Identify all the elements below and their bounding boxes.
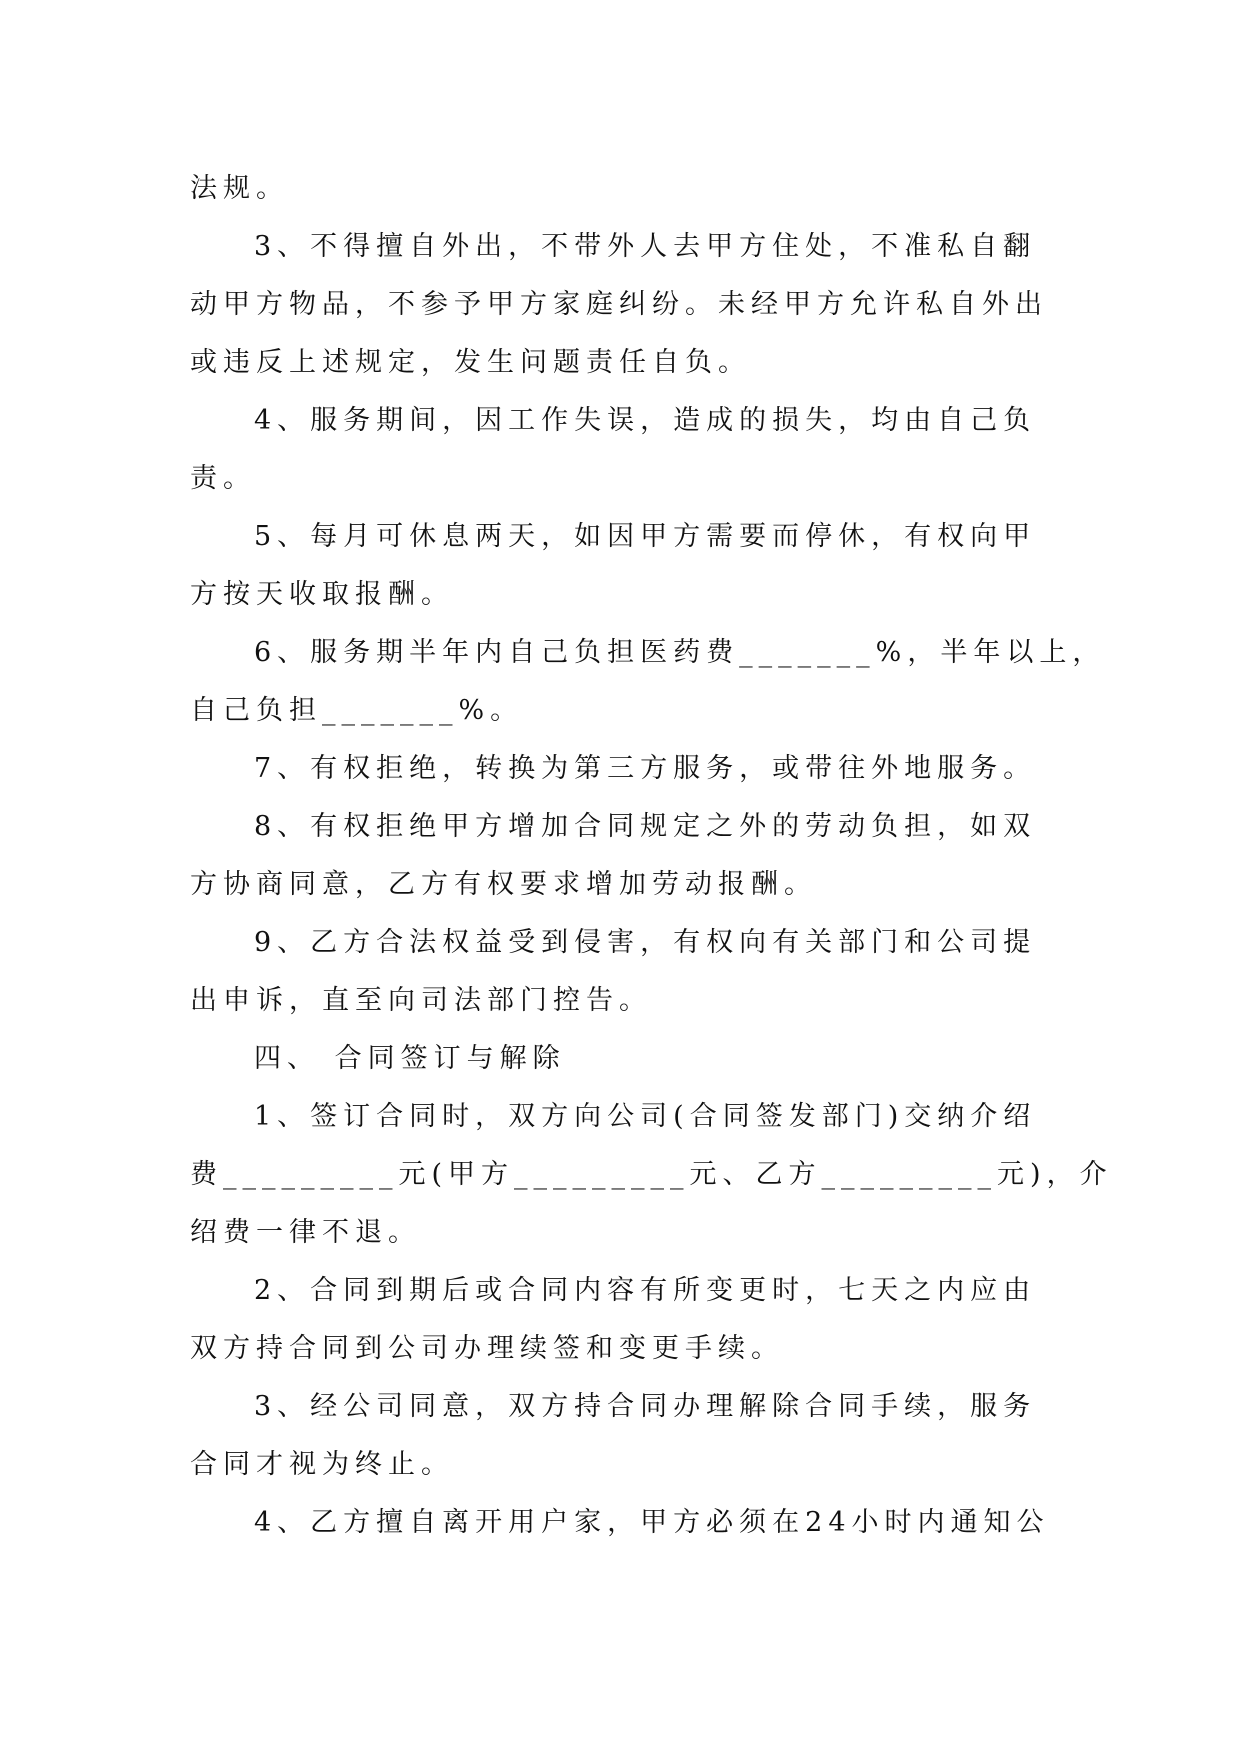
text-line: 动甲方物品，不参予甲方家庭纠纷。未经甲方允许私自外出 <box>190 289 1048 320</box>
text-line: 4、乙方擅自离开用户家，甲方必须在24小时内通知公 <box>254 1507 1050 1538</box>
text-line: 方按天收取报酬。 <box>190 579 454 610</box>
text-line: 3、经公司同意，双方持合同办理解除合同手续，服务 <box>254 1391 1037 1422</box>
text-line: 8、有权拒绝甲方增加合同规定之外的劳动负担，如双 <box>254 811 1037 842</box>
text-line: 绍费一律不退。 <box>190 1217 421 1248</box>
text-line: 4、服务期间，因工作失误，造成的损失，均由自己负 <box>254 405 1037 436</box>
text-line: 四、 合同签订与解除 <box>254 1043 566 1074</box>
text-line: 2、合同到期后或合同内容有所变更时，七天之内应由 <box>254 1275 1037 1306</box>
text-line: 双方持合同到公司办理续签和变更手续。 <box>190 1333 784 1364</box>
text-line: 出申诉，直至向司法部门控告。 <box>190 985 652 1016</box>
text-line: 6、服务期半年内自己负担医药费_______%，半年以上， <box>254 637 1106 668</box>
text-line: 或违反上述规定，发生问题责任自负。 <box>190 347 751 378</box>
text-line: 法规。 <box>190 173 289 204</box>
document-body <box>190 160 1113 1552</box>
text-line: 7、有权拒绝，转换为第三方服务，或带往外地服务。 <box>254 753 1037 784</box>
text-line: 合同才视为终止。 <box>190 1449 454 1480</box>
text-line: 3、不得擅自外出，不带外人去甲方住处，不准私自翻 <box>254 231 1037 262</box>
text-line: 1、签订合同时，双方向公司(合同签发部门)交纳介绍 <box>254 1101 1037 1132</box>
text-line: 自己负担_______%。 <box>190 695 524 726</box>
text-line: 费_________元(甲方_________元、乙方_________元)，介 <box>190 1159 1113 1190</box>
text-line: 责。 <box>190 463 256 494</box>
text-line: 方协商同意，乙方有权要求增加劳动报酬。 <box>190 869 817 900</box>
text-line: 9、乙方合法权益受到侵害，有权向有关部门和公司提 <box>254 927 1037 958</box>
text-line: 5、每月可休息两天，如因甲方需要而停休，有权向甲 <box>254 521 1037 552</box>
